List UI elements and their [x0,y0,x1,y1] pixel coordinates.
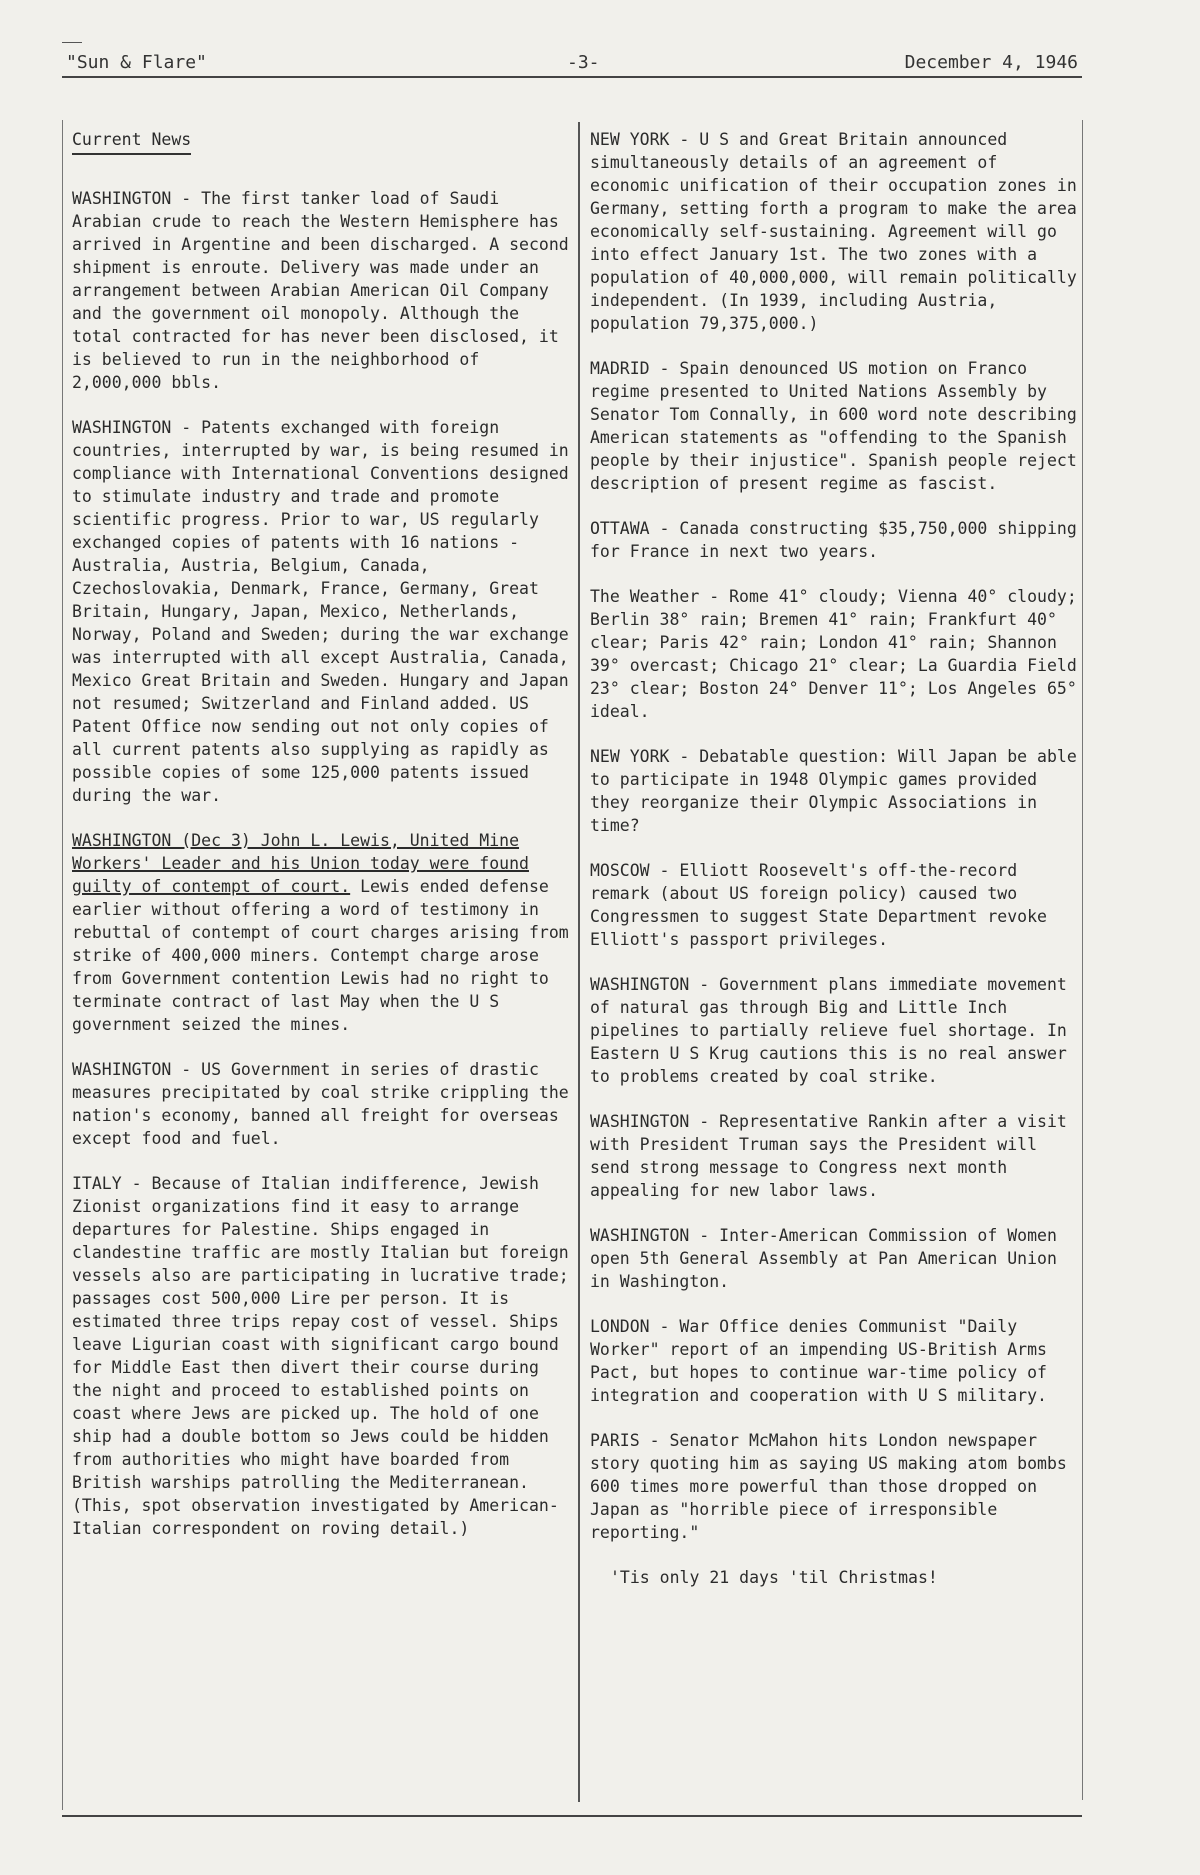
news-item [590,1224,1080,1293]
news-item [590,128,1080,335]
christmas-countdown: 'Tis only 21 days 'til Christmas! [610,1568,938,1587]
page-number: -3- [567,52,600,73]
footer-rule [62,1815,1082,1817]
news-item-text: WASHINGTON - Government plans immediate movement of natural gas through Big and Little Inch pipelines to partially relieve fuel shortage. In Eastern U S Krug cautions this is no real answer to problems created by coal strike. [590,975,1067,1086]
news-item [590,1110,1080,1202]
right-column [590,128,1080,1589]
news-item-text: The Weather - Rome 41° cloudy; Vienna 40° cloudy; Berlin 38° rain; Bremen 41° rain; Frankfurt 40° clear; Paris 42° rain; London 41° rain; Shannon 39° overcast; Chicago 21° clear; La Guardia Field 23° clear; Boston 24° Denver 11°; Los Angeles 65° ideal. [590,587,1077,721]
right-margin-rule [1082,120,1083,1800]
header-rule [62,76,1082,78]
news-item-text: MADRID - Spain denounced US motion on Franco regime presented to United Nations Assembly by Senator Tom Connally, in 600 word note describing American statements as "offending to the Spanish people by their injustice". Spanish people reject description of present regime as fascist. [590,359,1077,493]
page-header [62,52,1082,76]
news-item [590,585,1080,723]
news-item [72,1172,572,1540]
news-item-text: NEW YORK - Debatable question: Will Japan be able to participate in 1948 Olympic games provided they reorganize their Olympic Associations in time? [590,747,1077,835]
news-item [590,517,1080,563]
news-item-text: WASHINGTON - Inter-American Commission of Women open 5th General Assembly at Pan American Union in Washington. [590,1226,1057,1291]
section-title: Current News [72,128,191,155]
news-item [590,1315,1080,1407]
news-item-text: WASHINGTON - US Government in series of drastic measures precipitated by coal strike crippling the nation's economy, banned all freight for overseas except food and fuel. [72,1060,569,1148]
left-margin-rule [62,120,63,1810]
news-item [590,973,1080,1088]
news-item [72,829,572,1036]
news-item-text: WASHINGTON - Representative Rankin after a visit with President Truman says the President will send strong message to Congress next month appealing for new labor laws. [590,1112,1067,1200]
news-item-text: MOSCOW - Elliott Roosevelt's off-the-record remark (about US foreign policy) caused two Congressmen to suggest State Department revoke Elliott's passport privileges. [590,861,1047,949]
news-item-text: LONDON - War Office denies Communist "Daily Worker" report of an impending US-British Arms Pact, but hopes to continue war-time policy of integration and cooperation with U S military. [590,1317,1047,1405]
news-item [590,1429,1080,1544]
news-item [72,1058,572,1150]
news-item [590,745,1080,837]
news-item-text: ITALY - Because of Italian indifference, Jewish Zionist organizations find it easy to arrange departures for Palestine. Ships engaged in clandestine traffic are mostly Italian but foreign vessels also are participating in lucrative trade; passages cost 500,000 Lire per person. It is estimated three trips repay cost of vessel. Ships leave Ligurian coast with significant cargo bound for Middle East then divert their course during the night and proceed to established points on coast where Jews are picked up. The hold of one ship had a double bottom so Jews could be hidden from authorities who might have boarded from British warships patrolling the Mediterranean. (This, spot observation investigated by American-Italian correspondent on roving detail.) [72,1174,569,1538]
top-tick-rule [62,42,82,43]
news-item-text: WASHINGTON - Patents exchanged with foreign countries, interrupted by war, is being resumed in compliance with International Conventions designed to stimulate industry and trade and promote scientific progress. Prior to war, US regularly exchanged copies of patents with 16 nations - Australia, Austria, Belgium, Canada, Czechoslovakia, Denmark, France, Germany, Great Britain, Hungary, Japan, Mexico, Netherlands, Norway, Poland and Sweden; during the war exchange was interrupted with all except Australia, Canada, Mexico Great Britain and Sweden. Hungary and Japan not resumed; Switzerland and Finland added. US Patent Office now sending out not only copies of all current patents also supplying as rapidly as possible copies of some 125,000 patents issued during the war. [72,418,569,805]
news-item-text: NEW YORK - U S and Great Britain announced simultaneously details of an agreement of economic unification of their occupation zones in Germany, setting forth a program to make the area economically self-sustaining. Agreement will go into effect January 1st. The two zones with a population of 40,000,000, will remain politically independent. (In 1939, including Austria, population 79,375,000.) [590,130,1077,333]
news-item [72,187,572,394]
underlined-lead: WASHINGTON (Dec 3) John L. Lewis, United Mine Workers' Leader and his Union today were found guilty of contempt of court. [72,831,529,896]
column-divider [578,122,580,1802]
news-item-text: PARIS - Senator McMahon hits London newspaper story quoting him as saying US making atom bombs 600 times more powerful than those dropped on Japan as "horrible piece of irresponsible reporting." [590,1431,1067,1542]
news-item-text: WASHINGTON - The first tanker load of Saudi Arabian crude to reach the Western Hemisphere has arrived in Argentine and been discharged. A second shipment is enroute. Delivery was made under an arrangement between Arabian American Oil Company and the government oil monopoly. Although the total contracted for has never been disclosed, it is believed to run in the neighborhood of 2,000,000 bbls. [72,189,569,392]
news-item [72,416,572,807]
news-item-text: WASHINGTON (Dec 3) John L. Lewis, United Mine Workers' Leader and his Union today were found guilty of contempt of court. Lewis ended defense earlier without offering a word of testimony in rebuttal of contempt of court charges arising from strike of 400,000 miners. Contempt charge arose from Government contention Lewis had no right to terminate contract of last May when the U S government seized the mines. [72,831,569,1034]
news-item [590,357,1080,495]
issue-date: December 4, 1946 [904,52,1078,73]
publication-title: "Sun & Flare" [66,52,207,73]
news-item [590,859,1080,951]
news-item-text: OTTAWA - Canada constructing $35,750,000 shipping for France in next two years. [590,519,1077,561]
left-column [72,128,572,1562]
